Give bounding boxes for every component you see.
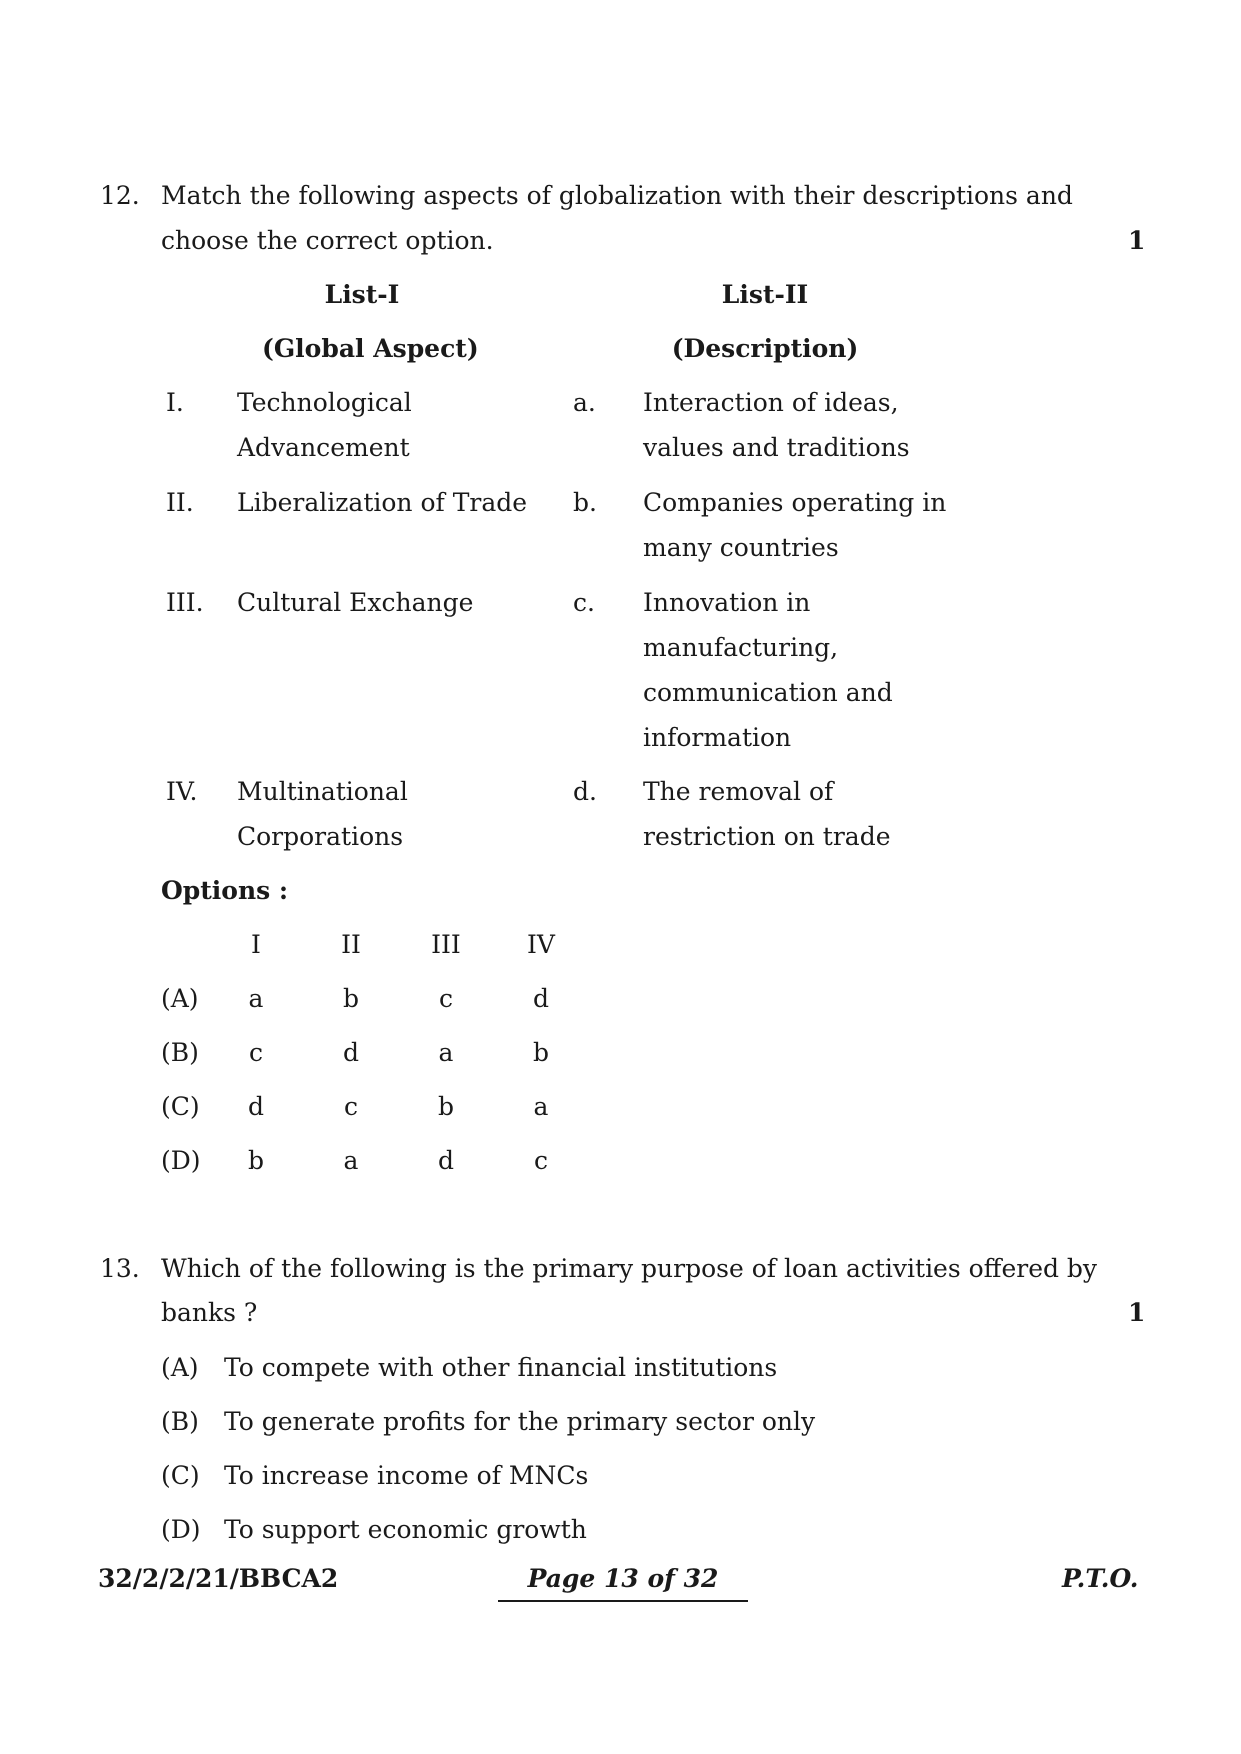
option-label: (B)	[161, 1407, 199, 1436]
list-ii-item: information	[643, 723, 792, 752]
list-i-numeral: III.	[166, 588, 204, 617]
option-value: b	[437, 1092, 454, 1121]
option-value: a	[438, 1038, 454, 1067]
question-text-line: Which of the following is the primary purpose of loan activities offered by	[161, 1254, 1098, 1283]
list-i-item: Advancement	[237, 433, 410, 462]
question-text-line: banks ?	[161, 1298, 258, 1327]
option-value: a	[533, 1092, 549, 1121]
list-i-subtitle: (Global Aspect)	[262, 334, 479, 363]
list-i-numeral: II.	[166, 488, 194, 517]
pto-label: P.T.O.	[1062, 1564, 1139, 1593]
list-ii-title: List-II	[721, 280, 809, 309]
list-ii-item: Interaction of ideas,	[643, 388, 899, 417]
option-column-header: II	[341, 930, 361, 959]
list-i-item: Technological	[237, 388, 412, 417]
list-ii-item: values and traditions	[643, 433, 910, 462]
option-label: (C)	[161, 1092, 200, 1121]
list-i-item: Multinational	[237, 777, 408, 806]
question-number: 13.	[100, 1254, 140, 1283]
option-value: d	[247, 1092, 264, 1121]
page-number: Page 13 of 32	[527, 1564, 719, 1593]
option-label: (C)	[161, 1461, 200, 1490]
option-label: (D)	[161, 1515, 201, 1544]
list-ii-subtitle: (Description)	[671, 334, 859, 363]
list-ii-item: restriction on trade	[643, 822, 891, 851]
question-number: 12.	[100, 181, 140, 210]
option-value: b	[342, 984, 359, 1013]
list-i-title: List-I	[324, 280, 400, 309]
option-column-header: III	[431, 930, 461, 959]
marks-label: 1	[1128, 226, 1146, 255]
option-value: a	[343, 1146, 359, 1175]
question-text-line: Match the following aspects of globalization with their descriptions and	[161, 181, 1073, 210]
list-ii-letter: a.	[573, 388, 596, 417]
question-text-line: choose the correct option.	[161, 226, 494, 255]
option-column-header: IV	[527, 930, 555, 959]
list-i-numeral: I.	[166, 388, 184, 417]
paper-code: 32/2/2/21/BBCA2	[98, 1564, 339, 1593]
option-value: c	[438, 984, 453, 1013]
option-text: To support economic growth	[224, 1515, 587, 1544]
list-i-item: Cultural Exchange	[237, 588, 474, 617]
option-column-header: I	[251, 930, 261, 959]
option-text: To generate profits for the primary sector only	[224, 1407, 816, 1436]
list-ii-letter: d.	[573, 777, 597, 806]
list-i-numeral: IV.	[166, 777, 198, 806]
option-label: (D)	[161, 1146, 201, 1175]
option-label: (A)	[161, 1353, 199, 1382]
option-value: b	[247, 1146, 264, 1175]
list-ii-item: manufacturing,	[643, 633, 839, 662]
option-value: d	[437, 1146, 454, 1175]
marks-label: 1	[1128, 1298, 1146, 1327]
option-value: c	[248, 1038, 263, 1067]
list-ii-item: Innovation in	[643, 588, 811, 617]
option-value: d	[342, 1038, 359, 1067]
option-value: c	[343, 1092, 358, 1121]
options-label: Options :	[161, 876, 289, 905]
option-value: c	[533, 1146, 548, 1175]
list-ii-letter: b.	[573, 488, 597, 517]
list-ii-item: The removal of	[643, 777, 834, 806]
option-text: To compete with other financial institutions	[224, 1353, 778, 1382]
option-value: d	[532, 984, 549, 1013]
page-number-underline	[498, 1600, 748, 1602]
list-ii-item: Companies operating in	[643, 488, 947, 517]
option-value: b	[532, 1038, 549, 1067]
option-value: a	[248, 984, 264, 1013]
option-text: To increase income of MNCs	[224, 1461, 589, 1490]
option-label: (B)	[161, 1038, 199, 1067]
list-i-item: Liberalization of Trade	[237, 488, 528, 517]
list-ii-letter: c.	[573, 588, 595, 617]
list-ii-item: communication and	[643, 678, 893, 707]
list-ii-item: many countries	[643, 533, 839, 562]
list-i-item: Corporations	[237, 822, 404, 851]
option-label: (A)	[161, 984, 199, 1013]
